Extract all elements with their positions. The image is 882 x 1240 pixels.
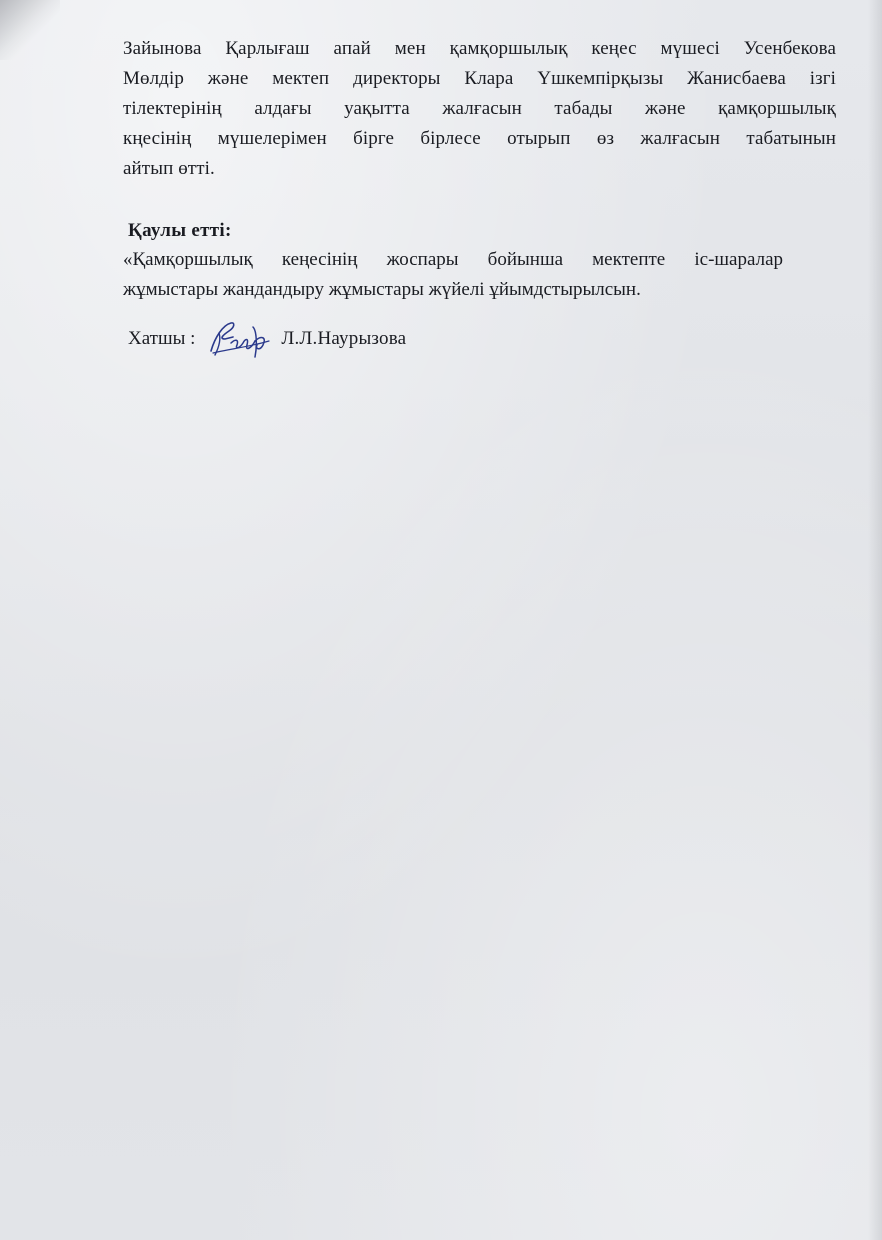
decision-text: [123, 245, 783, 305]
decision-heading: Қаулы етті:: [128, 220, 232, 241]
paragraph-line: тілектерінің алдағы уақытта жалғасын табады және қамқоршылық: [123, 98, 836, 119]
secretary-name: Л.Л.Наурызова: [281, 328, 407, 349]
body-paragraph: [123, 34, 836, 184]
paragraph-line: кңесінің мүшелерімен бірге бірлесе отырып өз жалғасын табатынын: [123, 128, 836, 149]
paper-fold-shadow: [0, 0, 60, 60]
paragraph-line: айтып өтті.: [123, 158, 215, 179]
decision-line: «Қамқоршылық кеңесінің жоспары бойынша мектепте іс-шаралар: [123, 249, 783, 270]
handwritten-signature: [205, 317, 273, 361]
paragraph-line: Мөлдір және мектеп директоры Клара Үшкемпірқызы Жанисбаева ізгі: [123, 68, 836, 89]
decision-line: жұмыстары жандандыру жұмыстары жүйелі ұйымдстырылсын.: [123, 279, 641, 300]
paragraph-line: Зайынова Қарлығаш апай мен қамқоршылық кеңес мүшесі Усенбекова: [123, 38, 836, 59]
secretary-label: Хатшы :: [128, 328, 196, 349]
secretary-signature-block: [128, 314, 406, 364]
paper-edge-shadow: [868, 0, 882, 1240]
